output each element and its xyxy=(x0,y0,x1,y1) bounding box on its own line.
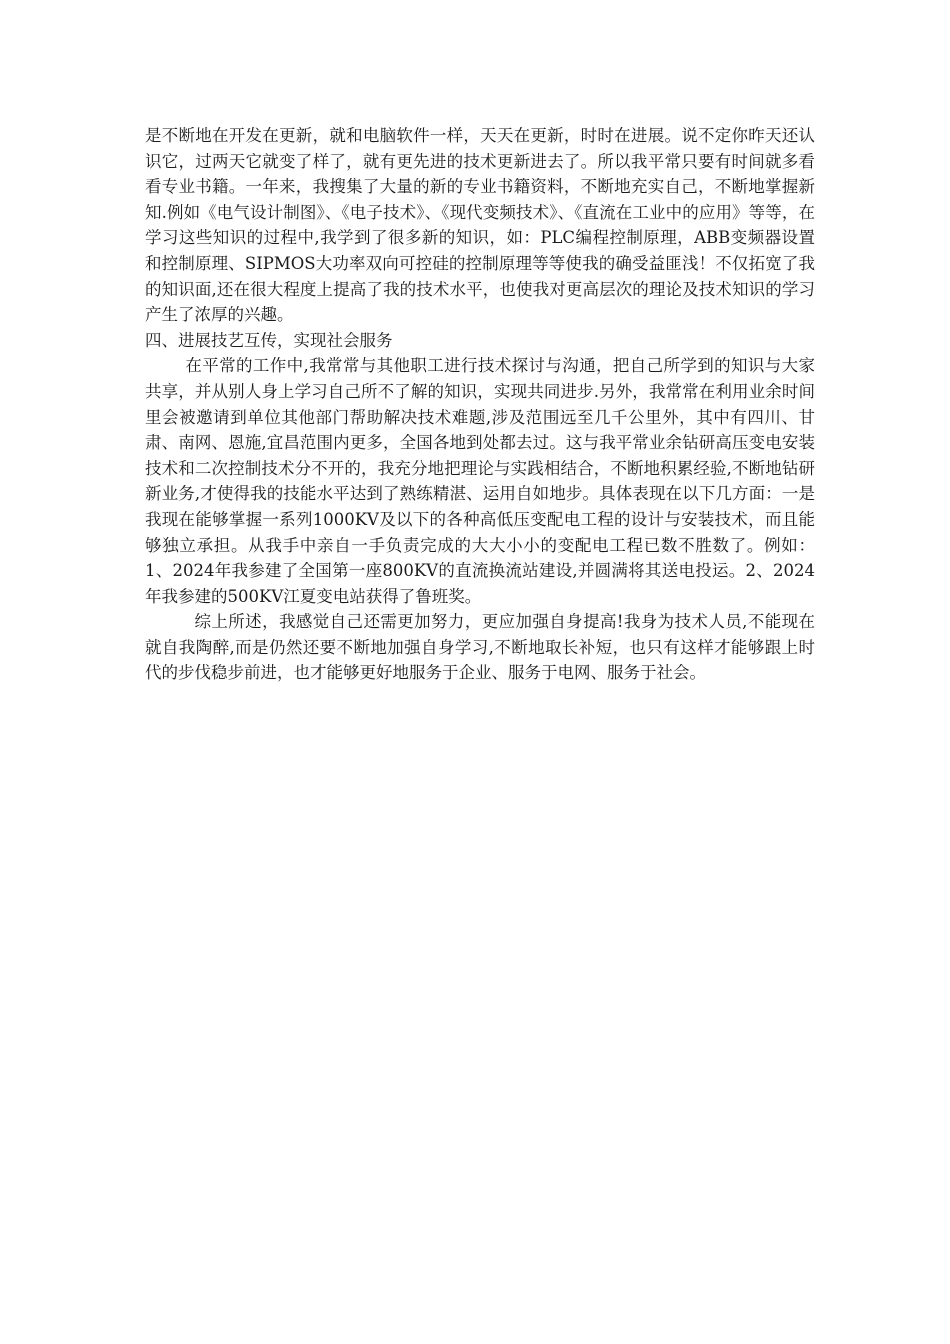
paragraph-continuation: 是不断地在开发在更新，就和电脑软件一样，天天在更新，时时在进展。说不定你昨天还认识它，过两天它就变了样了，就有更先进的技术更新进去了。所以我平常只要有时间就多看看专业书籍。一年来，我搜集了大量的新的专业书籍资料，不断地充实自己，不断地掌握新知.例如《电气设计制图》、《电子技术》、《现代变频技术》、《直流在工业中的应用》等等，在学习这些知识的过程中,我学到了很多新的知识，如：PLC编程控制原理，ABB变频器设置和控制原理、SIPMOS大功率双向可控硅的控制原理等等使我的确受益匪浅！不仅拓宽了我的知识面,还在很大程度上提高了我的技术水平，也使我对更高层次的理论及技术知识的学习产生了浓厚的兴趣。 xyxy=(145,126,815,325)
document-body xyxy=(145,123,815,686)
section-heading: 四、进展技艺互传，实现社会服务 xyxy=(145,330,393,350)
paragraph-section-4-body: 在平常的工作中,我常常与其他职工进行技术探讨与沟通，把自己所学到的知识与大家共享，并从别人身上学习自己所不了解的知识，实现共同进步.另外，我常常在利用业余时间里会被邀请到单位其他部门帮助解决技术难题,涉及范围远至几千公里外，其中有四川、甘肃、南网、恩施,宜昌范围内更多，全国各地到处都去过。这与我平常业余钻研高压变电安装技术和二次控制技术分不开的，我充分地把理论与实践相结合，不断地积累经验,不断地钻研新业务,才使得我的技能水平达到了熟练精湛、运用自如地步。具体表现在以下几方面：一是我现在能够掌握一系列1000KV及以下的各种高低压变配电工程的设计与安装技术，而且能够独立承担。从我手中亲自一手负责完成的大大小小的变配电工程已数不胜数了。例如：1、2024年我参建了全国第一座800KV的直流换流站建设,并圆满将其送电投运。2、2024年我参建的500KV江夏变电站获得了鲁班奖。 xyxy=(145,356,815,606)
paragraph-conclusion: 综上所述，我感觉自己还需更加努力，更应加强自身提高!我身为技术人员,不能现在就自我陶醉,而是仍然还要不断地加强自身学习,不断地取长补短，也只有这样才能够跟上时代的步伐稳步前进，也才能够更好地服务于企业、服务于电网、服务于社会。 xyxy=(145,612,815,683)
